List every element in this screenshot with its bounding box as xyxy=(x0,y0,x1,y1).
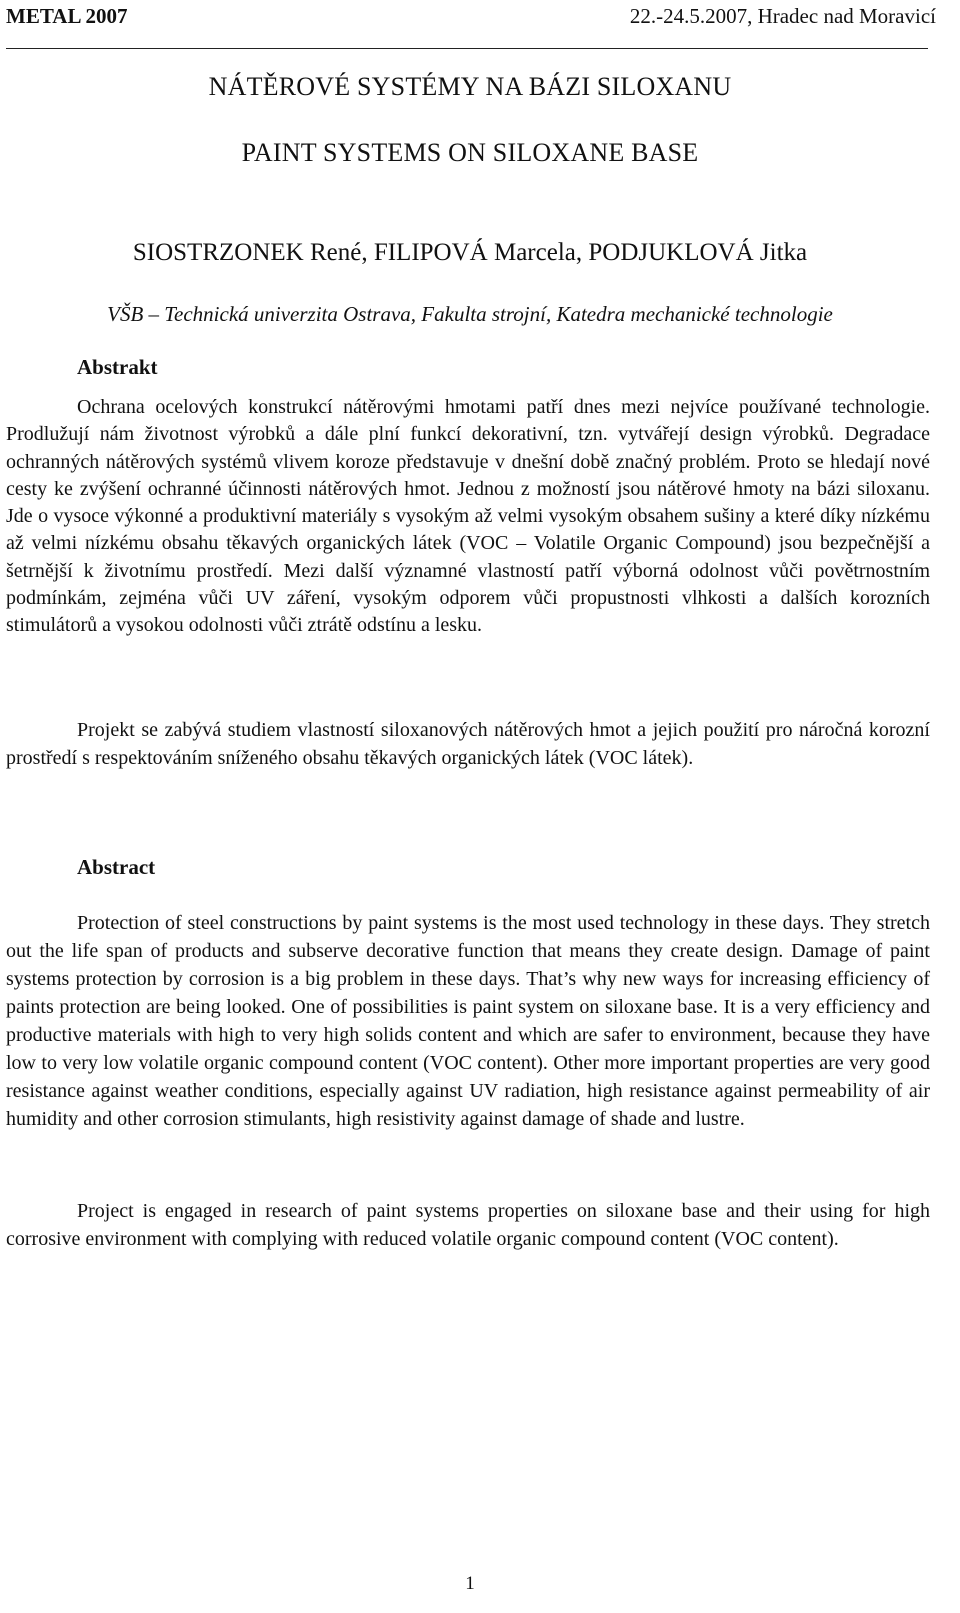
header-divider xyxy=(6,48,928,49)
paper-title-english: PAINT SYSTEMS ON SILOXANE BASE xyxy=(241,138,699,167)
abstract-paragraph-2: Project is engaged in research of paint systems properties on siloxane base and their using for high corrosive environment with complying with reduced volatile organic compound content (VOC content). xyxy=(6,1200,930,1250)
abstrakt-heading: Abstrakt xyxy=(77,355,158,379)
abstrakt-paragraph-2: Projekt se zabývá studiem vlastností siloxanových nátěrových hmot a jejich použití pro náročná korozní prostředí s respektováním sníženého obsahu těkavých organických látek (VOC látek). xyxy=(6,719,930,769)
conference-date-place: 22.-24.5.2007, Hradec nad Moravicí xyxy=(629,4,936,28)
running-header xyxy=(6,2,936,30)
paper-title-czech: NÁTĚROVÉ SYSTÉMY NA BÁZI SILOXANU xyxy=(208,72,732,101)
author-affiliation: VŠB – Technická univerzita Ostrava, Fakulta strojní, Katedra mechanické technologie xyxy=(107,302,833,326)
abstract-paragraph-1: Protection of steel constructions by paint systems is the most used technology in these days. They stretch out the life span of products and subserve decorative function that means they create design. Damage of paint systems protection by corrosion is a big problem in these days. That’s why new ways for increasing efficiency of paints protection are being looked. One of possibilities is paint system on siloxane base. It is a very efficiency and productive materials with high to very high solids content and which are safer to environment, because they have low to very low volatile organic compound content (VOC content). Other more important properties are very good resistance against weather conditions, especially against UV radiation, high resistance against permeability of air humidity and other corrosion stimulants, high resistivity against damage of shade and lustre. xyxy=(6,912,930,1130)
abstract-heading: Abstract xyxy=(77,855,156,879)
page-number: 1 xyxy=(465,1573,475,1594)
author-list: SIOSTRZONEK René, FILIPOVÁ Marcela, PODJUKLOVÁ Jitka xyxy=(132,239,808,266)
conference-name: METAL 2007 xyxy=(6,4,128,28)
abstrakt-paragraph-1: Ochrana ocelových konstrukcí nátěrovými hmotami patří dnes mezi nejvíce používané technologie. Prodlužují nám životnost výrobků a dále plní funkcí dekorativní, tzn. vytvářejí design výrobků. Degradace ochranných nátěrových systémů vlivem koroze představuje v dnešní době značný problém. Proto se hledají nové cesty ke zvýšení ochranné účinnosti nátěrových hmot. Jednou z možností jsou nátěrové hmoty na bázi siloxanu. Jde o vysoce výkonné a produktivní materiály s vysokým až velmi vysokým obsahem sušiny a které díky nízkému až velmi nízkému obsahu těkavých organických látek (VOC – Volatile Organic Compound) jsou bezpečnější a šetrnější k životnímu prostředí. Mezi další významné vlastností patří výborná odolnost vůči povětrnostním podmínkám, zejména vůči UV záření, vysokým odporem vůči propustnosti vlhkosti a dalších korozních stimulátorů a vysokou odolnosti vůči ztrátě odstínu a lesku. xyxy=(6,396,930,637)
